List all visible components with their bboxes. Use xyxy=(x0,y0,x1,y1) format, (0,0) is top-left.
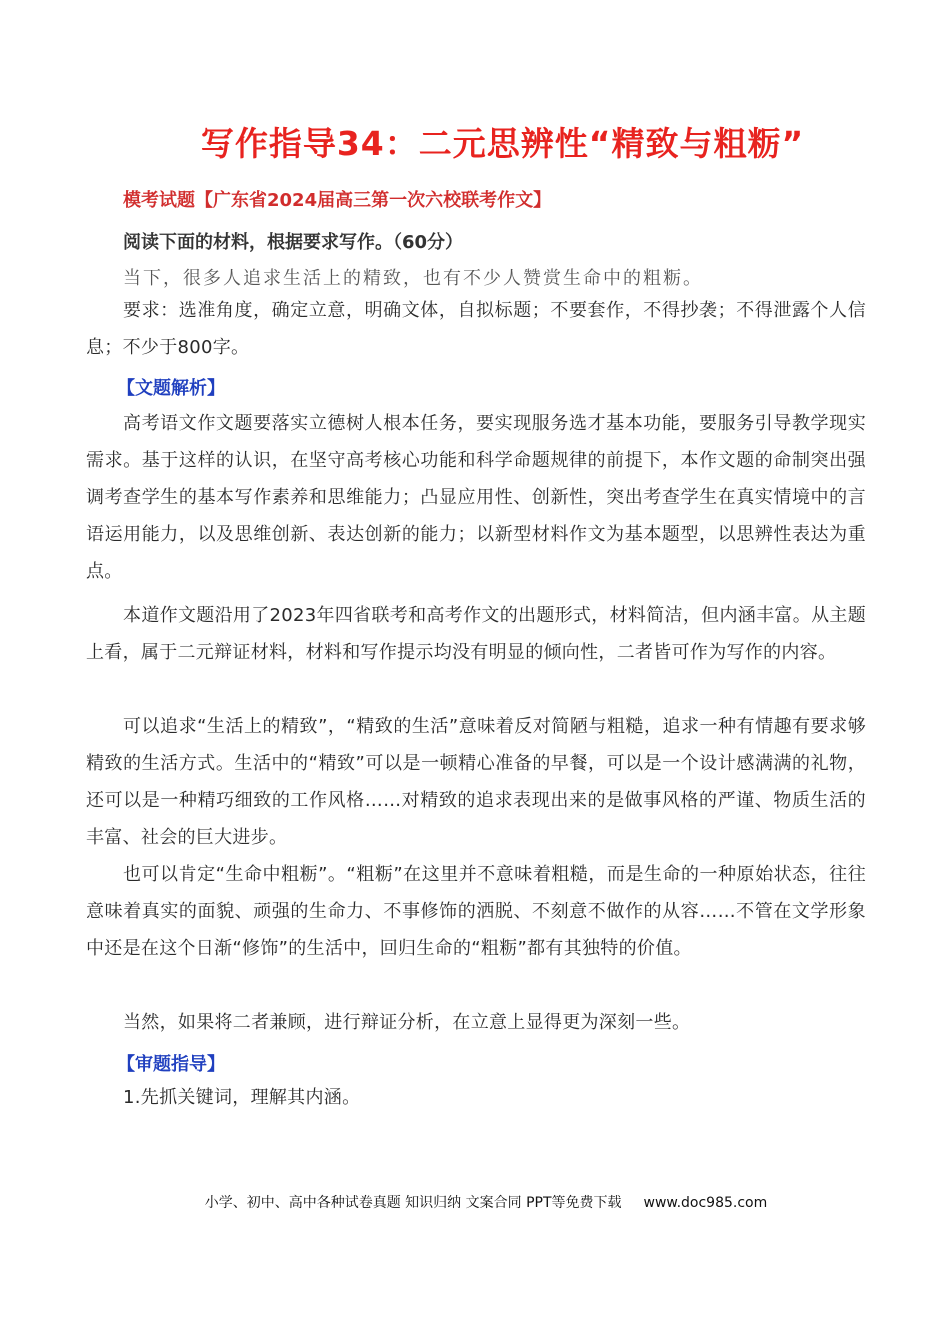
analysis-paragraph-1: 高考语文作文题要落实立德树人根本任务，要实现服务选才基本功能，要服务引导教学现实需求。基于这样的认识，在坚守高考核心功能和科学命题规律的前提下，本作文题的命制突出强调考查学生的基本写作素养和思维能力；凸显应用性、创新性，突出考查学生在真实情境中的言语运用能力，以及思维创新、表达创新的能力；以新型材料作文为基本题型，以思辨性表达为重点。 xyxy=(86,413,866,582)
analysis-paragraph-4: 也可以肯定“生命中粗粝”。“粗粝”在这里并不意味着粗糙，而是生命的一种原始状态，往往意味着真实的面貌、顽强的生命力、不事修饰的洒脱、不刻意不做作的从容……不管在文学形象中还是在这个日渐“修饰”的生活中，回归生命的“粗粝”都有其独特的价值。 xyxy=(86,864,866,959)
guide-item-1: 1.先抓关键词，理解其内涵。 xyxy=(123,1087,361,1108)
exam-source-line: 模考试题【广东省2024届高三第一次六校联考作文】 xyxy=(123,190,552,211)
writing-instruction: 阅读下面的材料，根据要求写作。（60分） xyxy=(123,232,464,253)
footer-site-link[interactable]: www.doc985.com xyxy=(643,1195,768,1211)
analysis-paragraph-2: 本道作文题沿用了2023年四省联考和高考作文的出题形式，材料简洁，但内涵丰富。从主题上看，属于二元辩证材料，材料和写作提示均没有明显的倾向性，二者皆可作为写作的内容。 xyxy=(86,605,866,663)
analysis-paragraph-3: 可以追求“生活上的精致”，“精致的生活”意味着反对简陋与粗糙，追求一种有情趣有要求够精致的生活方式。生活中的“精致”可以是一顿精心准备的早餐，可以是一个设计感满满的礼物，还可以是一种精巧细致的工作风格……对精致的追求表现出来的是做事风格的严谨、物质生活的丰富、社会的巨大进步。 xyxy=(86,716,866,848)
analysis-heading: 【文题解析】 xyxy=(117,378,225,399)
analysis-paragraph-5: 当然，如果将二者兼顾，进行辩证分析，在立意上显得更为深刻一些。 xyxy=(123,1012,691,1033)
writing-requirement: 要求：选准角度，确定立意，明确文体，自拟标题；不要套作，不得抄袭；不得泄露个人信息；不少于800字。 xyxy=(86,300,866,358)
writing-material: 当下，很多人追求生活上的精致，也有不少人赞赏生命中的粗粝。 xyxy=(123,268,703,289)
page-title: 写作指导34：二元思辨性“精致与粗粝” xyxy=(200,124,805,163)
guide-heading: 【审题指导】 xyxy=(117,1054,225,1075)
footer-text: 小学、初中、高中各种试卷真题 知识归纳 文案合同 PPT等免费下载 xyxy=(204,1195,622,1211)
page-footer xyxy=(0,1192,950,1212)
